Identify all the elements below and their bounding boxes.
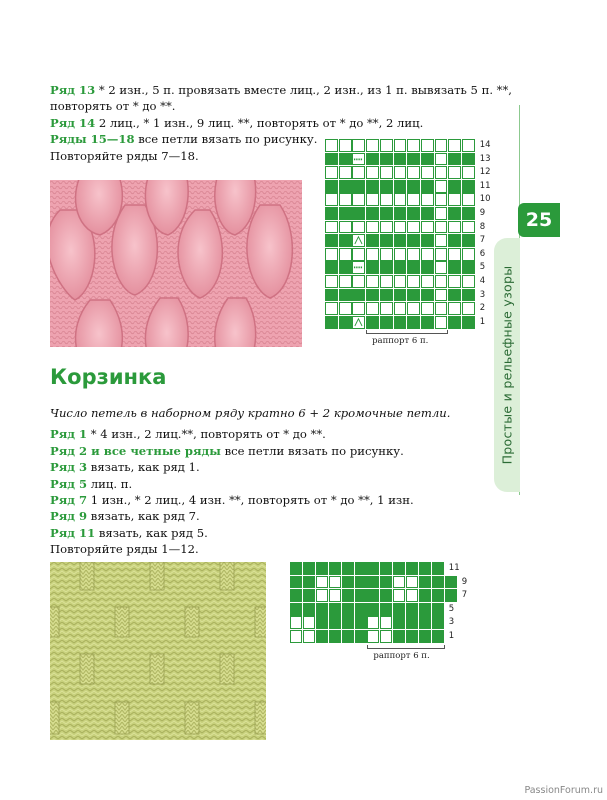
chart-cell (419, 616, 431, 629)
chart-cell (380, 166, 393, 179)
row-text: повторять от * до **. (50, 99, 176, 114)
chart-cell (394, 275, 407, 288)
chart-cell (352, 289, 365, 302)
chart-cell (394, 316, 407, 329)
chart-cell (342, 616, 354, 629)
row-label: Ряд 14 (50, 115, 96, 130)
chart-cell (407, 180, 420, 193)
chart-cell (352, 261, 365, 274)
text-line (50, 476, 450, 492)
chart-cell (419, 630, 431, 643)
chart-cell (421, 234, 434, 247)
chart-cell (421, 166, 434, 179)
chart-cell (448, 153, 461, 166)
chart-cell (366, 248, 379, 261)
chart-cell (394, 261, 407, 274)
chart-cell (352, 153, 365, 166)
row-number: 11 (448, 563, 460, 573)
chart-cell (407, 221, 420, 234)
chart-cell (435, 289, 448, 302)
chart-cell (394, 180, 407, 193)
chart-cell (366, 139, 379, 152)
chart-cell (421, 302, 434, 315)
row-label: Ряд 7 (50, 493, 88, 508)
chart-cell (435, 302, 448, 315)
chart-cell (419, 603, 431, 616)
chart-cell (462, 261, 475, 274)
row-number: 13 (479, 153, 491, 164)
chart-cell (325, 234, 338, 247)
chart-cell (329, 603, 341, 616)
row-number: 4 (479, 276, 486, 286)
chart-cell (435, 221, 448, 234)
row-label: Ряд 11 (50, 525, 96, 540)
chart-cell (339, 193, 352, 206)
chart-cell (394, 193, 407, 206)
chart-cell (445, 589, 457, 602)
chart-cell (303, 562, 315, 575)
chart-cell (406, 616, 418, 629)
chart-cell (394, 153, 407, 166)
chart-cell (406, 562, 418, 575)
row-text: * 2 изн., 5 п. провязать вместе лиц., 2 изн., из 1 п. вывязать 5 п. **, (95, 83, 512, 97)
chart-cell (462, 180, 475, 193)
chart-cell (380, 603, 392, 616)
row-text: все петли вязать по рисунку. (134, 132, 318, 147)
chart-cell (421, 275, 434, 288)
chart-cell (393, 616, 405, 629)
chart-cell (352, 221, 365, 234)
chart-cell (366, 207, 379, 220)
chart-cell (394, 234, 407, 247)
chart-cell (329, 616, 341, 629)
chart-cell (462, 207, 475, 220)
chart-cell (394, 289, 407, 302)
chart-cell (380, 616, 392, 629)
row-text: вязать, как ряд 1. (87, 460, 200, 475)
chart-cell (339, 180, 352, 193)
chart-cell (325, 261, 338, 274)
row-number: 3 (448, 617, 455, 628)
chart-cell (339, 275, 352, 288)
chart-cell (380, 139, 393, 152)
chart-cell (342, 576, 354, 589)
chart-cell (380, 275, 393, 288)
chart-cell (325, 180, 338, 193)
chart-cell (435, 180, 448, 193)
chart-cell (421, 207, 434, 220)
chart-cell (407, 234, 420, 247)
chart-cell (380, 234, 393, 247)
chart-cell (435, 166, 448, 179)
chart-cell (380, 630, 392, 643)
chart-cell (329, 562, 341, 575)
chart-cell (325, 302, 338, 315)
chart-cell (303, 630, 315, 643)
row-text: 2 лиц., * 1 изн., 9 лиц. **, повторять от * до **, 2 лиц. (95, 115, 424, 130)
chart-cell (421, 261, 434, 274)
chart-cell (352, 275, 365, 288)
chart-cell (355, 630, 367, 643)
chart-cell (380, 153, 393, 166)
chart-cell (407, 193, 420, 206)
chart-cell (462, 234, 475, 247)
chart-cell (462, 221, 475, 234)
row-text: Повторяйте ряды 7—18. (50, 148, 199, 163)
row-number: 2 (479, 303, 486, 314)
text-line (50, 492, 450, 508)
chart-cell (393, 576, 405, 589)
chart-cell (421, 248, 434, 261)
chart-cell (448, 139, 461, 152)
chart-cell (407, 207, 420, 220)
chart-cell (329, 576, 341, 589)
chart-cell (355, 616, 367, 629)
row-text: все петли вязать по рисунку. (220, 443, 404, 458)
chart-cell (325, 193, 338, 206)
chart-cell (432, 589, 444, 602)
chart-cell (448, 234, 461, 247)
text-line (50, 82, 512, 98)
row-label: Ряд 1 (50, 427, 88, 442)
rapport-label: раппорт 6 п. (373, 650, 430, 661)
rapport-bracket (366, 330, 448, 334)
chart-cell (366, 302, 379, 315)
chart-cell (342, 603, 354, 616)
chart-cell (339, 316, 352, 329)
chart-cell (462, 139, 475, 152)
chart-cell (352, 166, 365, 179)
row-number: 6 (479, 248, 486, 259)
chart-cell (342, 630, 354, 643)
chart-cell (380, 589, 392, 602)
row-label: Ряд 2 и все четные ряды (50, 443, 221, 458)
chart-cell (421, 316, 434, 329)
chart-cell (339, 139, 352, 152)
chart-cell (325, 275, 338, 288)
chart-cell (316, 603, 328, 616)
chart-cell (366, 275, 379, 288)
chart-cell (352, 207, 365, 220)
chart-cell (462, 193, 475, 206)
rapport-label: раппорт 6 п. (372, 336, 429, 347)
row-number: 7 (479, 235, 486, 246)
chart-cell (316, 562, 328, 575)
chart-cell (435, 193, 448, 206)
chart-cell (367, 562, 379, 575)
chart-cell (462, 302, 475, 315)
chart-cell (421, 221, 434, 234)
chart-cell (339, 234, 352, 247)
chart-cell (393, 603, 405, 616)
chart-cell (366, 153, 379, 166)
chart-cell (421, 289, 434, 302)
chart-cell (303, 616, 315, 629)
text-line (50, 459, 450, 475)
chart-cell (303, 589, 315, 602)
chart-cell (462, 248, 475, 261)
chapter-label: Простые и рельефные узоры (499, 265, 515, 465)
row-label: Ряд 5 (50, 476, 88, 491)
chart-cell (380, 207, 393, 220)
chart-cell (406, 576, 418, 589)
row-number: 5 (448, 603, 455, 614)
row-number: 10 (479, 194, 491, 205)
chart-cell (394, 139, 407, 152)
chart-cell (448, 248, 461, 261)
chart-cell (352, 302, 365, 315)
chart-cell (380, 193, 393, 206)
chart-cell (432, 562, 444, 575)
chart-cell (448, 166, 461, 179)
chart-cell (462, 275, 475, 288)
chart-cell (462, 166, 475, 179)
chart-cell (355, 576, 367, 589)
knitting-chart-1 (325, 139, 491, 349)
text-line (50, 525, 450, 541)
chart-cell (290, 562, 302, 575)
chart-cell (380, 221, 393, 234)
chart-cell (366, 166, 379, 179)
chart-cell (329, 630, 341, 643)
chart-cell (393, 630, 405, 643)
chart-cell (462, 316, 475, 329)
chart-cell (421, 153, 434, 166)
chart-cell (342, 589, 354, 602)
chart-cell (352, 139, 365, 152)
row-number: 11 (479, 180, 491, 191)
chart-cell (367, 603, 379, 616)
chart-cell (380, 180, 393, 193)
chart-cell (316, 589, 328, 602)
chart-cell (435, 316, 448, 329)
row-number: 1 (448, 631, 455, 641)
chart-cell (366, 261, 379, 274)
knitting-chart-2 (290, 562, 480, 662)
chart-cell (394, 221, 407, 234)
chart-cell (355, 603, 367, 616)
chart-cell (435, 275, 448, 288)
row-number: 3 (479, 289, 486, 300)
row-label: Ряды 15—18 (50, 132, 135, 147)
watermark: PassionForum.ru (524, 785, 603, 796)
chart-cell (448, 207, 461, 220)
chart-cell (432, 630, 444, 643)
chart-cell (380, 316, 393, 329)
chart-cell (462, 289, 475, 302)
chart-cell (407, 275, 420, 288)
chart-cell (435, 139, 448, 152)
chart-cell (355, 562, 367, 575)
chart-cell (406, 630, 418, 643)
chart-cell (352, 193, 365, 206)
chart-cell (419, 562, 431, 575)
row-text: вязать, как ряд 5. (95, 525, 208, 540)
row-text: лиц. п. (87, 476, 133, 491)
chart-cell (367, 616, 379, 629)
chart-cell (394, 166, 407, 179)
text-line (50, 426, 450, 442)
chart-cell (352, 180, 365, 193)
chart-cell (290, 630, 302, 643)
chart-cell (394, 302, 407, 315)
row-label: Ряд 9 (50, 509, 88, 524)
chart-cell (352, 234, 365, 247)
chart-cell (407, 289, 420, 302)
chart-cell (406, 603, 418, 616)
chart-cell (325, 207, 338, 220)
chart-cell (380, 261, 393, 274)
chart-cell (339, 221, 352, 234)
chart-cell (421, 139, 434, 152)
chart-cell (325, 166, 338, 179)
row-number: 9 (461, 576, 468, 587)
chart-cell (435, 248, 448, 261)
chart-cell (407, 166, 420, 179)
chart-cell (435, 234, 448, 247)
chart-cell (407, 153, 420, 166)
chart-cell (329, 589, 341, 602)
pink-knit-photo (50, 180, 302, 347)
text-line (50, 98, 512, 114)
chart-cell (290, 616, 302, 629)
chart-cell (432, 616, 444, 629)
chart-cell (394, 248, 407, 261)
chart-cell (407, 261, 420, 274)
chart-cell (325, 316, 338, 329)
chart-cell (339, 153, 352, 166)
chart-cell (366, 193, 379, 206)
chart-cell (352, 248, 365, 261)
chart-cell (421, 193, 434, 206)
chart-cell (366, 180, 379, 193)
row-number: 12 (479, 167, 491, 178)
chart-cell (367, 630, 379, 643)
row-text: Повторяйте ряды 1—12. (50, 542, 199, 557)
row-text: * 4 изн., 2 лиц.**, повторять от * до **. (87, 427, 326, 442)
chart-cell (325, 248, 338, 261)
chart-cell (352, 316, 365, 329)
chart-cell (407, 248, 420, 261)
chart-cell (448, 302, 461, 315)
chart-cell (407, 316, 420, 329)
chart-cell (448, 180, 461, 193)
row-number: 14 (479, 140, 491, 150)
chart-cell (421, 180, 434, 193)
chart-cell (339, 248, 352, 261)
chart-cell (432, 603, 444, 616)
row-text: 1 изн., * 2 лиц., 4 изн. **, повторять от * до **, 1 изн. (87, 493, 414, 508)
chart-cell (448, 221, 461, 234)
chart-cell (432, 576, 444, 589)
chart-cell (290, 603, 302, 616)
row-number: 9 (479, 208, 486, 218)
chart-cell (380, 562, 392, 575)
chart-cell (366, 221, 379, 234)
chart-cell (394, 207, 407, 220)
chart-cell (367, 589, 379, 602)
chart-cell (339, 302, 352, 315)
row-number: 8 (479, 221, 486, 232)
chart-cell (290, 589, 302, 602)
chart-cell (380, 302, 393, 315)
row-number: 1 (479, 316, 486, 327)
chart-cell (419, 589, 431, 602)
section-title: Корзинка (50, 365, 167, 389)
chart-cell (445, 576, 457, 589)
chart-cell (448, 275, 461, 288)
chart-cell (380, 576, 392, 589)
chart-cell (339, 261, 352, 274)
chart-cell (325, 221, 338, 234)
text-line (50, 115, 512, 131)
chart-cell (380, 289, 393, 302)
chart-cell (448, 193, 461, 206)
row-text: вязать, как ряд 7. (87, 509, 200, 524)
chart-cell (448, 261, 461, 274)
chart-cell (435, 207, 448, 220)
chart-cell (448, 289, 461, 302)
chart-cell (407, 139, 420, 152)
chart-cell (316, 630, 328, 643)
intro-line: Число петель в наборном ряду кратно 6 + 2 кромочные петли. (50, 406, 451, 420)
chart-cell (339, 289, 352, 302)
chart-cell (407, 302, 420, 315)
chart-cell (393, 562, 405, 575)
text-line (50, 541, 450, 557)
chart-cell (366, 234, 379, 247)
chart-cell (367, 576, 379, 589)
green-knit-photo (50, 562, 266, 740)
chart-cell (366, 289, 379, 302)
chart-cell (325, 153, 338, 166)
chart-cell (366, 316, 379, 329)
chart-cell (435, 261, 448, 274)
chart-cell (380, 248, 393, 261)
chart-cell (316, 616, 328, 629)
chart-cell (325, 289, 338, 302)
text-line (50, 508, 450, 524)
chart-cell (290, 576, 302, 589)
text-line (50, 443, 450, 459)
chart-cell (406, 589, 418, 602)
chart-cell (435, 153, 448, 166)
chart-cell (339, 207, 352, 220)
chart-cell (448, 316, 461, 329)
chart-cell (355, 589, 367, 602)
chart-cell (419, 576, 431, 589)
chart-cell (303, 576, 315, 589)
chart-cell (462, 153, 475, 166)
row-number: 5 (479, 262, 486, 273)
row-label: Ряд 3 (50, 460, 88, 475)
chart-cell (342, 562, 354, 575)
chart-cell (303, 603, 315, 616)
chart-cell (393, 589, 405, 602)
row-label: Ряд 13 (50, 83, 96, 97)
page-number: 25 (518, 203, 560, 237)
section2-text (50, 405, 450, 558)
row-number: 7 (461, 590, 468, 601)
chart-cell (325, 139, 338, 152)
chart-cell (339, 166, 352, 179)
chart-cell (316, 576, 328, 589)
rapport-bracket (367, 645, 444, 649)
